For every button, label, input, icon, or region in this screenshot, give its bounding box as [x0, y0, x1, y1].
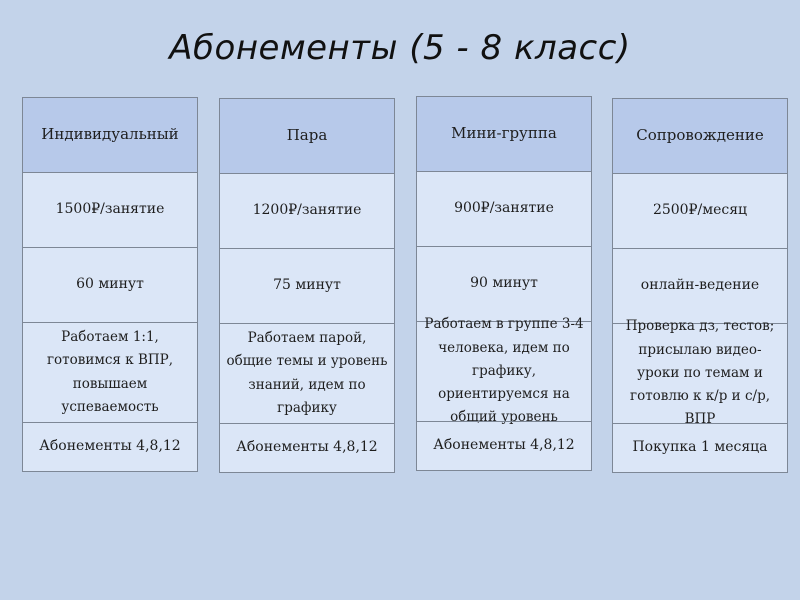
plan-card-support	[612, 98, 788, 473]
plan-footer: Абонементы 4,8,12	[417, 421, 591, 470]
plan-card-pair	[219, 98, 395, 473]
plan-duration: 75 минут	[220, 248, 394, 323]
plan-price: 900₽/занятие	[417, 171, 591, 246]
plan-header: Индивидуальный	[23, 98, 197, 172]
plan-footer: Абонементы 4,8,12	[220, 423, 394, 472]
plan-description: Работаем парой, общие темы и уровень знаний, идем по графику	[220, 323, 394, 423]
plan-header: Пара	[220, 99, 394, 173]
plan-duration: 90 минут	[417, 246, 591, 321]
plan-footer: Покупка 1 месяца	[613, 423, 787, 472]
page-title: Абонементы (5 - 8 класс)	[169, 28, 631, 68]
plan-card-mini-group	[416, 96, 592, 471]
plan-price: 1200₽/занятие	[220, 173, 394, 248]
plan-header: Мини-группа	[417, 97, 591, 171]
plan-description: Работаем в группе 3-4 человека, идем по графику, ориентируемся на общий уровень	[417, 321, 591, 421]
plan-price: 2500₽/месяц	[613, 173, 787, 248]
plan-description: Работаем 1:1, готовимся к ВПР, повышаем успеваемость	[23, 322, 197, 422]
plan-header: Сопровождение	[613, 99, 787, 173]
plan-price: 1500₽/занятие	[23, 172, 197, 247]
plan-duration: 60 минут	[23, 247, 197, 322]
plan-description: Проверка дз, тестов; присылаю видео-уроки по темам и готовлю к к/р и с/р, ВПР	[613, 323, 787, 423]
plan-footer: Абонементы 4,8,12	[23, 422, 197, 471]
plan-duration: онлайн-ведение	[613, 248, 787, 323]
plan-card-individual	[22, 97, 198, 472]
